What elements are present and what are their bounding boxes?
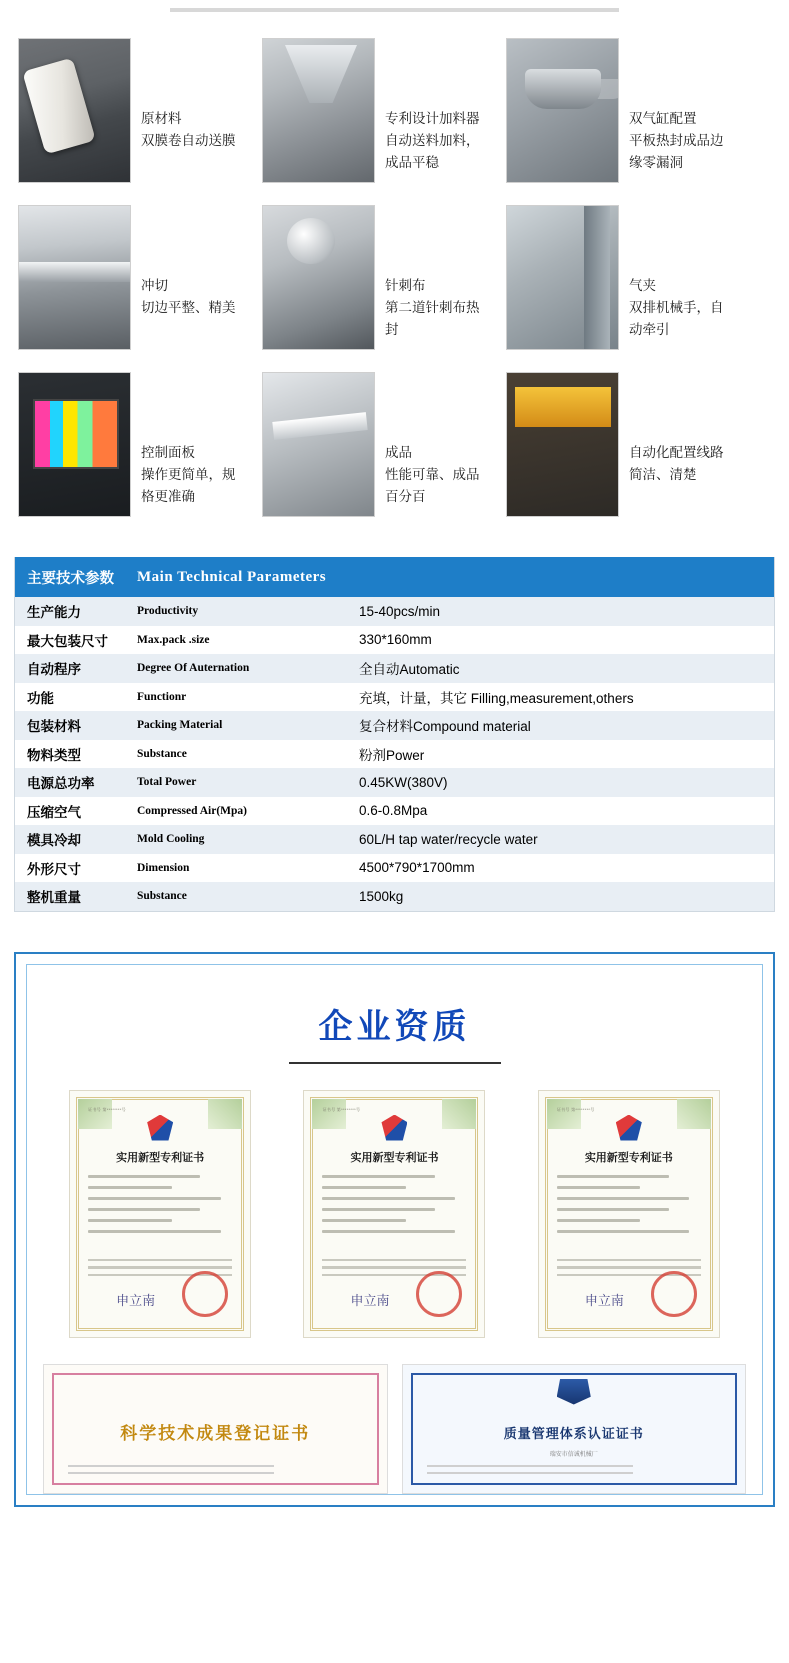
feature-item <box>506 372 735 517</box>
certificate-title: 科学技术成果登记证书 <box>120 1423 311 1443</box>
patent-certificate: 证书号 第********号 实用新型专利证书 申立南 <box>69 1090 251 1338</box>
feature-text <box>375 38 491 174</box>
param-value: 330*160mm <box>359 632 432 648</box>
feature-item <box>506 38 735 183</box>
feature-text <box>619 372 735 486</box>
feature-title: 原材料 <box>141 111 182 126</box>
table-row <box>15 740 774 769</box>
param-name-cn: 自动程序 <box>27 662 81 678</box>
patent-certificate: 证书号 第********号 实用新型专利证书 申立南 <box>303 1090 485 1338</box>
param-name-en: Max.pack .size <box>137 633 210 646</box>
feature-title: 控制面板 <box>141 445 195 460</box>
param-name-cn: 生产能力 <box>27 605 81 621</box>
feature-item <box>506 205 735 350</box>
feature-desc: 第二道针刺布热封 <box>385 300 480 337</box>
params-header-en: Main Technical Parameters <box>137 568 327 585</box>
param-name-en: Dimension <box>137 861 190 874</box>
feature-desc: 双排机械手，自动牵引 <box>629 300 724 337</box>
red-seal-icon <box>416 1271 462 1317</box>
feature-text <box>131 205 236 319</box>
param-name-en: Degree Of Auternation <box>137 662 250 675</box>
params-header-cn: 主要技术参数 <box>27 570 114 587</box>
table-row <box>15 882 774 911</box>
certificate-row <box>43 1090 746 1338</box>
feature-row <box>18 372 771 517</box>
table-row <box>15 597 774 626</box>
qualifications-inner-frame <box>26 964 763 1495</box>
param-name-cn: 功能 <box>27 690 54 706</box>
table-row <box>15 825 774 854</box>
param-value: 复合材料Compound material <box>359 719 531 735</box>
table-row <box>15 711 774 740</box>
table-row <box>15 683 774 712</box>
technical-parameters-table <box>14 557 775 912</box>
param-name-cn: 整机重量 <box>27 890 81 906</box>
certificate-title: 实用新型专利证书 <box>584 1151 673 1164</box>
table-row <box>15 797 774 826</box>
top-divider <box>170 8 619 12</box>
param-name-en: Productivity <box>137 605 199 618</box>
feature-text <box>619 205 735 341</box>
param-value: 充填，计量，其它 Filling,measurement,others <box>359 690 634 706</box>
air-clamp-photo <box>506 205 619 350</box>
red-seal-icon <box>182 1271 228 1317</box>
feature-title: 成品 <box>385 445 412 460</box>
param-name-cn: 物料类型 <box>27 747 81 763</box>
feature-text <box>131 372 247 508</box>
needle-punched-cloth-photo <box>262 205 375 350</box>
finished-product-photo <box>262 372 375 517</box>
certificate-signature: 申立南 <box>116 1293 156 1309</box>
punching-cutting-photo <box>18 205 131 350</box>
param-name-en: Mold Cooling <box>137 833 205 846</box>
param-name-cn: 电源总功率 <box>27 776 95 792</box>
quality-system-certificate <box>402 1364 747 1494</box>
qualifications-section <box>14 952 775 1507</box>
feature-text <box>375 205 491 341</box>
param-name-cn: 包装材料 <box>27 719 81 735</box>
params-header <box>15 557 774 597</box>
raw-material-roll-photo <box>18 38 131 183</box>
feature-desc: 平板热封成品边缘零漏洞 <box>629 133 724 170</box>
feature-row <box>18 38 771 183</box>
certificate-title: 实用新型专利证书 <box>350 1151 439 1164</box>
param-value: 0.45KW(380V) <box>359 774 448 790</box>
param-value: 4500*790*1700mm <box>359 860 475 876</box>
patented-feeder-hopper-photo <box>262 38 375 183</box>
param-value: 60L/H tap water/recycle water <box>359 831 538 847</box>
param-name-en: Functionr <box>137 690 187 703</box>
feature-item <box>262 38 491 183</box>
param-name-cn: 最大包装尺寸 <box>27 633 108 649</box>
feature-text <box>131 38 236 152</box>
table-row <box>15 654 774 683</box>
feature-desc: 双膜卷自动送膜 <box>141 133 236 148</box>
certificate-signature: 申立南 <box>350 1293 390 1309</box>
param-value: 15-40pcs/min <box>359 603 441 619</box>
param-name-en: Substance <box>137 747 187 760</box>
feature-text <box>375 372 491 508</box>
param-name-cn: 外形尺寸 <box>27 861 81 877</box>
qualifications-title: 企业资质 <box>318 1006 471 1047</box>
param-name-en: Total Power <box>137 776 197 789</box>
param-name-en: Substance <box>137 890 187 903</box>
feature-desc: 操作更简单，规格更准确 <box>141 467 236 504</box>
param-value: 0.6-0.8Mpa <box>359 803 428 819</box>
science-achievement-certificate <box>43 1364 388 1494</box>
feature-item <box>18 205 247 350</box>
table-row <box>15 854 774 883</box>
feature-item <box>18 372 247 517</box>
feature-desc: 自动化配置线路简洁、清楚 <box>629 445 724 482</box>
feature-title: 针刺布 <box>385 278 426 293</box>
param-value: 粉剂Power <box>359 747 425 763</box>
feature-text <box>619 38 735 174</box>
feature-title: 气夹 <box>629 278 656 293</box>
table-row <box>15 768 774 797</box>
feature-title: 专利设计加料器 <box>385 111 480 126</box>
param-name-en: Packing Material <box>137 719 223 732</box>
param-name-cn: 压缩空气 <box>27 804 81 820</box>
feature-item <box>262 372 491 517</box>
feature-title: 双气缸配置 <box>629 111 697 126</box>
feature-row <box>18 205 771 350</box>
feature-desc: 性能可靠、成品百分百 <box>385 467 480 504</box>
title-underline <box>289 1062 501 1064</box>
feature-title: 冲切 <box>141 278 168 293</box>
certificate-title: 实用新型专利证书 <box>116 1151 205 1164</box>
automation-wiring-photo <box>506 372 619 517</box>
dual-cylinder-photo <box>506 38 619 183</box>
certificate-row-secondary <box>43 1364 746 1494</box>
feature-item <box>18 38 247 183</box>
param-name-en: Compressed Air(Mpa) <box>137 804 247 817</box>
table-row <box>15 626 774 655</box>
certificate-signature: 申立南 <box>584 1293 624 1309</box>
patent-certificate: 证书号 第********号 实用新型专利证书 申立南 <box>538 1090 720 1338</box>
param-value: 全自动Automatic <box>359 662 460 678</box>
certificate-title: 质量管理体系认证证书 <box>503 1425 644 1441</box>
param-value: 1500kg <box>359 888 404 904</box>
feature-desc: 自动送料加料，成品平稳 <box>385 133 480 170</box>
certificate-subtitle: 瑞安市信诚机械厂 <box>549 1451 598 1458</box>
red-seal-icon <box>651 1271 697 1317</box>
feature-desc: 切边平整、精美 <box>141 300 236 315</box>
feature-item <box>262 205 491 350</box>
feature-grid <box>0 38 789 517</box>
param-name-cn: 模具冷却 <box>27 833 81 849</box>
control-panel-photo <box>18 372 131 517</box>
